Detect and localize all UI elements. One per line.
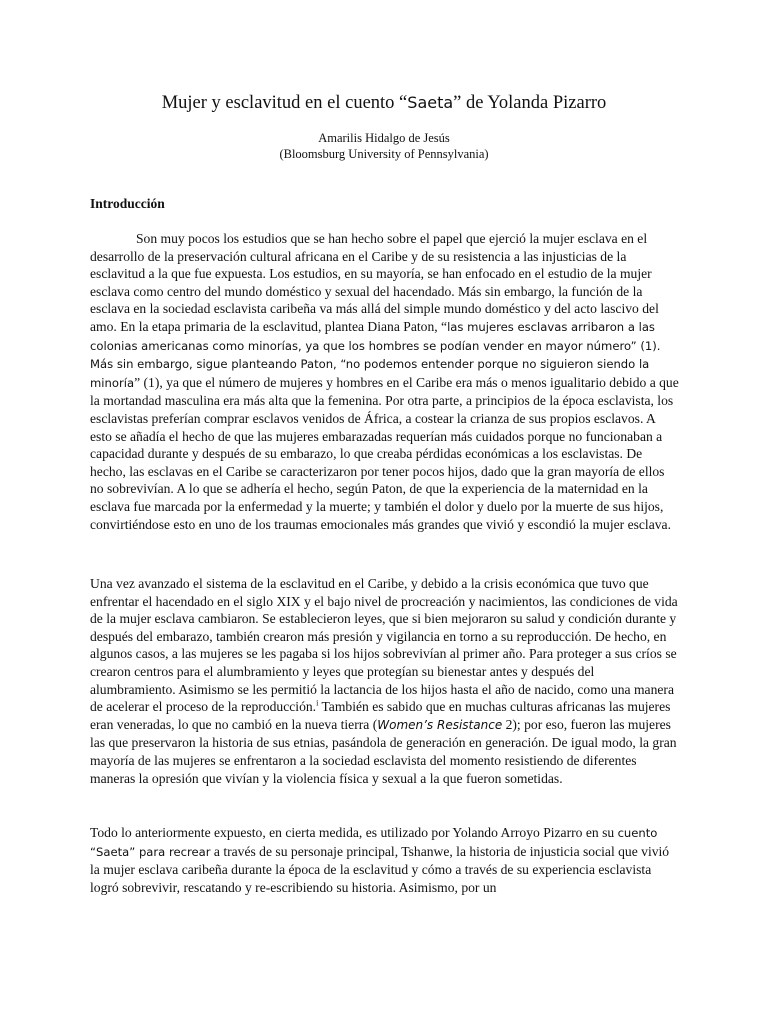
p2-text-a: Una vez avanzado el sistema de la esclavitud en el Caribe, y debido a la crisis económica que tuvo que enfrentar el hacendado en el siglo XIX y el bajo nivel de procreación y nacimientos, las condiciones de vida de la mujer esclava cambiaron. Se establecieron leyes, que si bien mejoraron su salud y condición durante y después del embarazo, también crearon más presión y vigilancia en torno a su reproducción. De hecho, en algunos casos, a las mujeres se les pagaba si los hijos sobrevivían al primer año. Para proteger a sus críos se crearon centros para el alumbramiento y leyes que protegían su bienestar antes y después del alumbramiento. Asimismo se les permitió la lactancia de los hijos hasta el año de nacido, como una manera de acelerar el proceso de la reproducción.: [90, 576, 678, 715]
p1-quote: las mujeres esclavas arribaron a las colonias americanas como minorías, ya que los hombres se podían vender en mayor número” (1). Más sin embargo, sigue planteando Paton, “no podemos entender porque no siguieron siendo la minoría: [90, 319, 661, 390]
p2-italic-title: Women’s Resistance: [377, 717, 503, 732]
author-affiliation: (Bloomsburg University of Pennsylvania): [279, 147, 489, 161]
section-heading: Introducción: [90, 196, 165, 211]
p3-sans-part: cuento “Saeta” para recrear: [90, 826, 658, 859]
p2-text-c: 2); por eso, fueron las mujeres las que preservaron la historia de sus etnias, pasándola de generación en generación. De igual modo, la gran mayoría de las mujeres se enfrentaron a la sociedad esclavista del momento resistiendo de diferentes maneras la opresión que vivían y la violencia física y sexual a la que fueron sometidas.: [90, 716, 677, 786]
p2-text-b: También es sabido que en muchas culturas africanas las mujeres eran veneradas, lo que no cambió en la nueva tierra (: [90, 699, 671, 732]
title-saeta: Saeta: [407, 93, 454, 112]
paragraph-3: [90, 824, 680, 896]
paragraph-2: [90, 575, 680, 787]
p3-text-a: Todo lo anteriormente expuesto, en cierta medida, es utilizado por Yolando Arroyo Pizarro en su: [90, 825, 618, 840]
p1-text-b: ” (1), ya que el número de mujeres y hombres en el Caribe era más o menos igualitario debido a que la mortandad masculina era más alta que la femenina. Por otra parte, a principios de la época esclavista, los esclavistas preferían comprar esclavos venidos de África, a costear la crianza de sus propios esclavos. A esto se añadía el hecho de que las mujeres embarazadas requerían más cuidados porque no funcionaban a capacidad durante y después de su embarazo, lo que creaba pérdidas económicas a los esclavistas. De hecho, las esclavas en el Caribe se caracterizaron por tener pocos hijos, dado que la gran mayoría de ellos no sobrevivían. A lo que se adhería el hecho, según Paton, de que la experiencia de la maternidad en la esclava fue marcada por la enfermedad y la muerte; y también el dolor y duelo por la muerte de sus hijos, convirtiéndose esto en uno de los traumas emocionales más grandes que vivió y escondió la mujer esclava.: [90, 374, 679, 532]
title-part-2: ” de Yolanda Pizarro: [453, 93, 607, 113]
p3-text-b: a través de su personaje principal, Tshanwe, la historia de injusticia social que vivió la mujer esclava caribeña durante la época de la esclavitud y cómo a través de su experiencia esclavista logró sobrevivir, rescatando y re-escribiendo su historia. Asimismo, por un: [90, 843, 670, 895]
paper-title: [0, 92, 768, 114]
author-name: Amarilis Hidalgo de Jesús: [318, 131, 450, 145]
author-block: [0, 130, 768, 162]
p1-text-a: Son muy pocos los estudios que se han hecho sobre el papel que ejerció la mujer esclava en el desarrollo de la preservación cultural africana en el Caribe y de su resistencia a las injusticias de la esclavitud a la que fue expuesta. Los estudios, en su mayoría, se han enfocado en el estudio de la mujer esclava como centro del mundo doméstico y sexual del hacendado. Más sin embargo, la función de la esclava en la sociedad esclavista caribeña va más allá del simple mundo doméstico y del acto lascivo del amo. En la etapa primaria de la esclavitud, plantea Diana Paton, “: [90, 231, 659, 334]
footnote-mark: i: [316, 698, 319, 708]
paragraph-1: [90, 230, 680, 533]
title-part-1: Mujer y esclavitud en el cuento “: [161, 93, 408, 113]
